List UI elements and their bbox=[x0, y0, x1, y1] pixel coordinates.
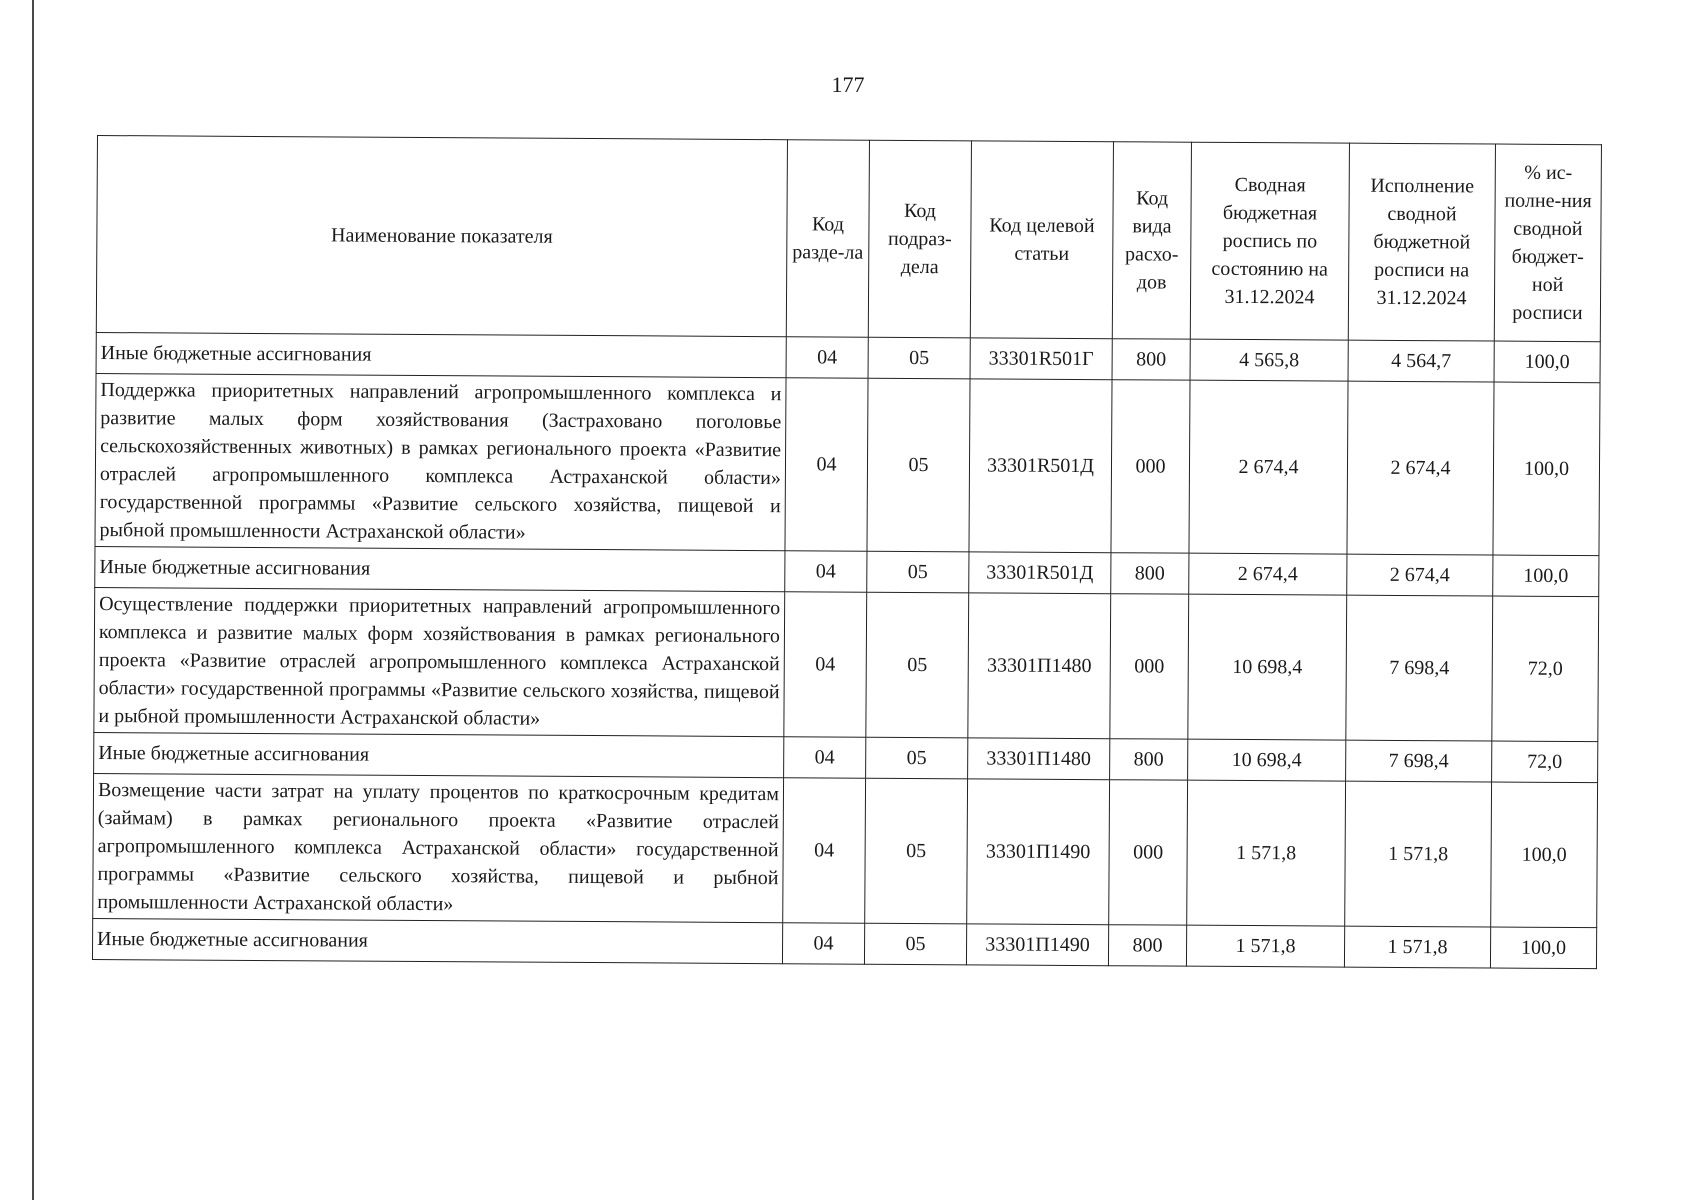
row-name: Иные бюджетные ассигнования bbox=[92, 918, 782, 963]
row-subsection: 05 bbox=[866, 737, 968, 779]
scan-edge-line bbox=[32, 0, 34, 1200]
row-percent: 72,0 bbox=[1492, 741, 1598, 783]
row-execution: 2 674,4 bbox=[1347, 554, 1493, 596]
table-header-row bbox=[96, 136, 1601, 342]
row-plan: 1 571,8 bbox=[1187, 780, 1346, 926]
row-plan: 10 698,4 bbox=[1188, 739, 1346, 781]
row-name: Иные бюджетные ассигнования bbox=[95, 546, 785, 591]
row-execution: 4 564,7 bbox=[1348, 340, 1494, 382]
row-execution: 7 698,4 bbox=[1346, 740, 1492, 782]
header-target-code: Код целевой статьи bbox=[970, 141, 1113, 339]
header-expense-type-code: Код вида расхо-дов bbox=[1112, 142, 1191, 339]
row-plan: 1 571,8 bbox=[1186, 925, 1344, 967]
row-subsection: 05 bbox=[868, 337, 970, 379]
row-name: Иные бюджетные ассигнования bbox=[96, 332, 786, 377]
header-budget-plan: Сводная бюджетная роспись по состоянию на 31.12.2024 bbox=[1190, 142, 1349, 340]
row-name: Иные бюджетные ассигнования bbox=[94, 732, 784, 777]
table-row bbox=[94, 587, 1599, 741]
header-budget-execution: Исполнение сводной бюджетной росписи на 31.12.2024 bbox=[1348, 143, 1495, 341]
row-subsection: 05 bbox=[867, 551, 969, 593]
row-expense-type: 000 bbox=[1110, 594, 1189, 739]
row-expense-type: 000 bbox=[1109, 780, 1188, 925]
row-percent: 72,0 bbox=[1492, 596, 1599, 742]
row-section: 04 bbox=[782, 923, 864, 965]
row-section: 04 bbox=[784, 737, 866, 779]
row-section: 04 bbox=[784, 592, 867, 737]
header-name: Наименование показателя bbox=[96, 136, 787, 337]
row-target: 33301R501Д bbox=[969, 552, 1111, 594]
row-execution: 7 698,4 bbox=[1346, 595, 1493, 741]
header-section-code: Код разде-ла bbox=[786, 140, 869, 337]
row-name: Осуществление поддержки приоритетных направлений агропромышленного комплекса и развитие малых форм хозяйствования в рамках регионального проекта «Развитие отраслей агропромышленного комплекса Астраханской области» государственной программы «Развитие сельского хозяйства, пищевой и рыбной промышленности Астраханской области» bbox=[94, 587, 785, 736]
row-subsection: 05 bbox=[867, 378, 970, 552]
page-number: 177 bbox=[831, 72, 865, 97]
row-percent: 100,0 bbox=[1494, 341, 1600, 383]
row-plan: 4 565,8 bbox=[1190, 339, 1348, 381]
row-expense-type: 800 bbox=[1111, 553, 1189, 594]
row-percent: 100,0 bbox=[1493, 382, 1600, 556]
row-target: 33301R501Г bbox=[970, 338, 1112, 380]
row-section: 04 bbox=[783, 778, 866, 923]
row-name: Возмещение части затрат на уплату процентов по краткосрочным кредитам (займам) в рамках регионального проекта «Развитие отраслей агропромышленного комплекса Астраханской области» государственной программы «Развитие сельского хозяйства, пищевой и рыбной промышленности Астраханской области» bbox=[93, 773, 784, 922]
row-subsection: 05 bbox=[865, 778, 968, 924]
row-expense-type: 000 bbox=[1111, 380, 1190, 553]
row-section: 04 bbox=[785, 378, 868, 551]
row-expense-type: 800 bbox=[1108, 925, 1186, 966]
row-plan: 2 674,4 bbox=[1189, 553, 1347, 595]
budget-table bbox=[92, 135, 1602, 969]
row-execution: 1 571,8 bbox=[1344, 926, 1490, 968]
row-subsection: 05 bbox=[864, 923, 966, 965]
row-name: Поддержка приоритетных направлений агропромышленного комплекса и развитие малых форм хозяйствования (Застраховано поголовье сельскохозяйственных животных) в рамках регионального проекта «Развитие отраслей агропромышленного комплекса Астраханской области» государственной программы «Развитие сельского хозяйства, пищевой и рыбной промышленности Астраханской области» bbox=[95, 373, 786, 550]
row-section: 04 bbox=[786, 337, 868, 379]
row-percent: 100,0 bbox=[1493, 555, 1599, 597]
row-percent: 100,0 bbox=[1491, 782, 1598, 928]
row-plan: 2 674,4 bbox=[1189, 380, 1348, 554]
row-plan: 10 698,4 bbox=[1188, 594, 1347, 740]
row-subsection: 05 bbox=[866, 592, 969, 738]
row-section: 04 bbox=[785, 551, 867, 593]
row-expense-type: 800 bbox=[1112, 339, 1190, 380]
header-execution-percent: % ис-полне-ния сводной бюджет-ной росписи bbox=[1494, 144, 1601, 342]
row-target: 33301П1480 bbox=[968, 738, 1110, 780]
row-target: 33301П1490 bbox=[966, 924, 1108, 966]
row-target: 33301П1480 bbox=[968, 593, 1111, 739]
table-row bbox=[92, 918, 1596, 968]
table-row bbox=[93, 773, 1598, 927]
row-target: 33301П1490 bbox=[967, 779, 1110, 925]
row-execution: 1 571,8 bbox=[1345, 781, 1492, 927]
table-row bbox=[95, 373, 1600, 555]
row-target: 33301R501Д bbox=[969, 379, 1112, 553]
row-percent: 100,0 bbox=[1490, 927, 1596, 969]
header-subsection-code: Код подраз-дела bbox=[868, 140, 971, 338]
row-execution: 2 674,4 bbox=[1347, 381, 1494, 555]
row-expense-type: 800 bbox=[1110, 739, 1188, 780]
